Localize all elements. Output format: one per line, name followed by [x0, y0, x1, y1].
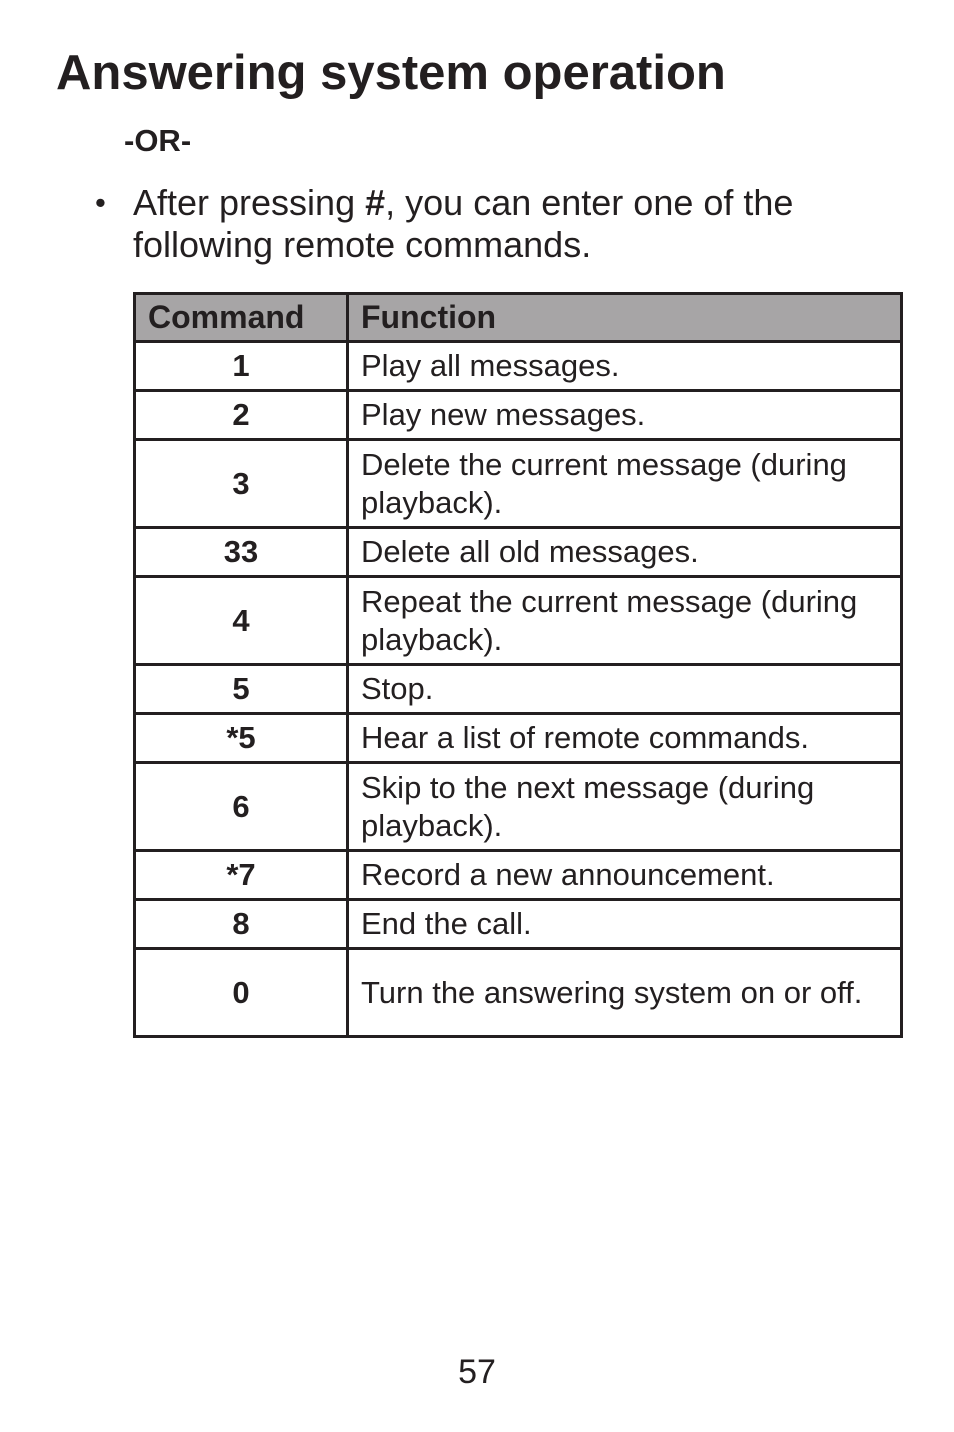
page-title: Answering system operation: [56, 46, 726, 100]
table-row: [135, 528, 902, 577]
command-cell: *7: [135, 851, 348, 900]
function-cell: Play all messages.: [348, 342, 902, 391]
remote-commands-table: [133, 292, 903, 1038]
table-row: [135, 851, 902, 900]
function-cell: Record a new announcement.: [348, 851, 902, 900]
column-header-function: Function: [348, 294, 902, 342]
command-cell: 1: [135, 342, 348, 391]
table-row: [135, 949, 902, 1037]
table-row: [135, 577, 902, 665]
function-cell: Repeat the current message (during playback).: [348, 577, 902, 665]
table-row: [135, 440, 902, 528]
page-number: 57: [458, 1353, 496, 1391]
command-cell: 4: [135, 577, 348, 665]
function-cell: Delete all old messages.: [348, 528, 902, 577]
table-row: [135, 714, 902, 763]
command-cell: 6: [135, 763, 348, 851]
command-cell: 33: [135, 528, 348, 577]
table-row: [135, 763, 902, 851]
table-header-row: [135, 294, 902, 342]
function-cell: Hear a list of remote commands.: [348, 714, 902, 763]
table-row: [135, 665, 902, 714]
table-row: [135, 342, 902, 391]
function-cell: Turn the answering system on or off.: [348, 949, 902, 1037]
function-cell: Play new messages.: [348, 391, 902, 440]
intro-text-before: After pressing: [133, 182, 366, 223]
intro-text: [133, 182, 893, 266]
command-cell: *5: [135, 714, 348, 763]
command-cell: 0: [135, 949, 348, 1037]
command-cell: 2: [135, 391, 348, 440]
function-cell: End the call.: [348, 900, 902, 949]
function-cell: Stop.: [348, 665, 902, 714]
column-header-command: Command: [135, 294, 348, 342]
bullet-icon: •: [95, 185, 106, 220]
function-cell: Skip to the next message (during playback).: [348, 763, 902, 851]
table-row: [135, 391, 902, 440]
function-cell: Delete the current message (during playback).: [348, 440, 902, 528]
command-cell: 8: [135, 900, 348, 949]
pound-key: #: [365, 182, 386, 223]
command-cell: 3: [135, 440, 348, 528]
or-label: -OR-: [124, 123, 192, 158]
table-row: [135, 900, 902, 949]
command-cell: 5: [135, 665, 348, 714]
intro-text-after: , you can enter one of the following remote commands.: [133, 182, 794, 265]
